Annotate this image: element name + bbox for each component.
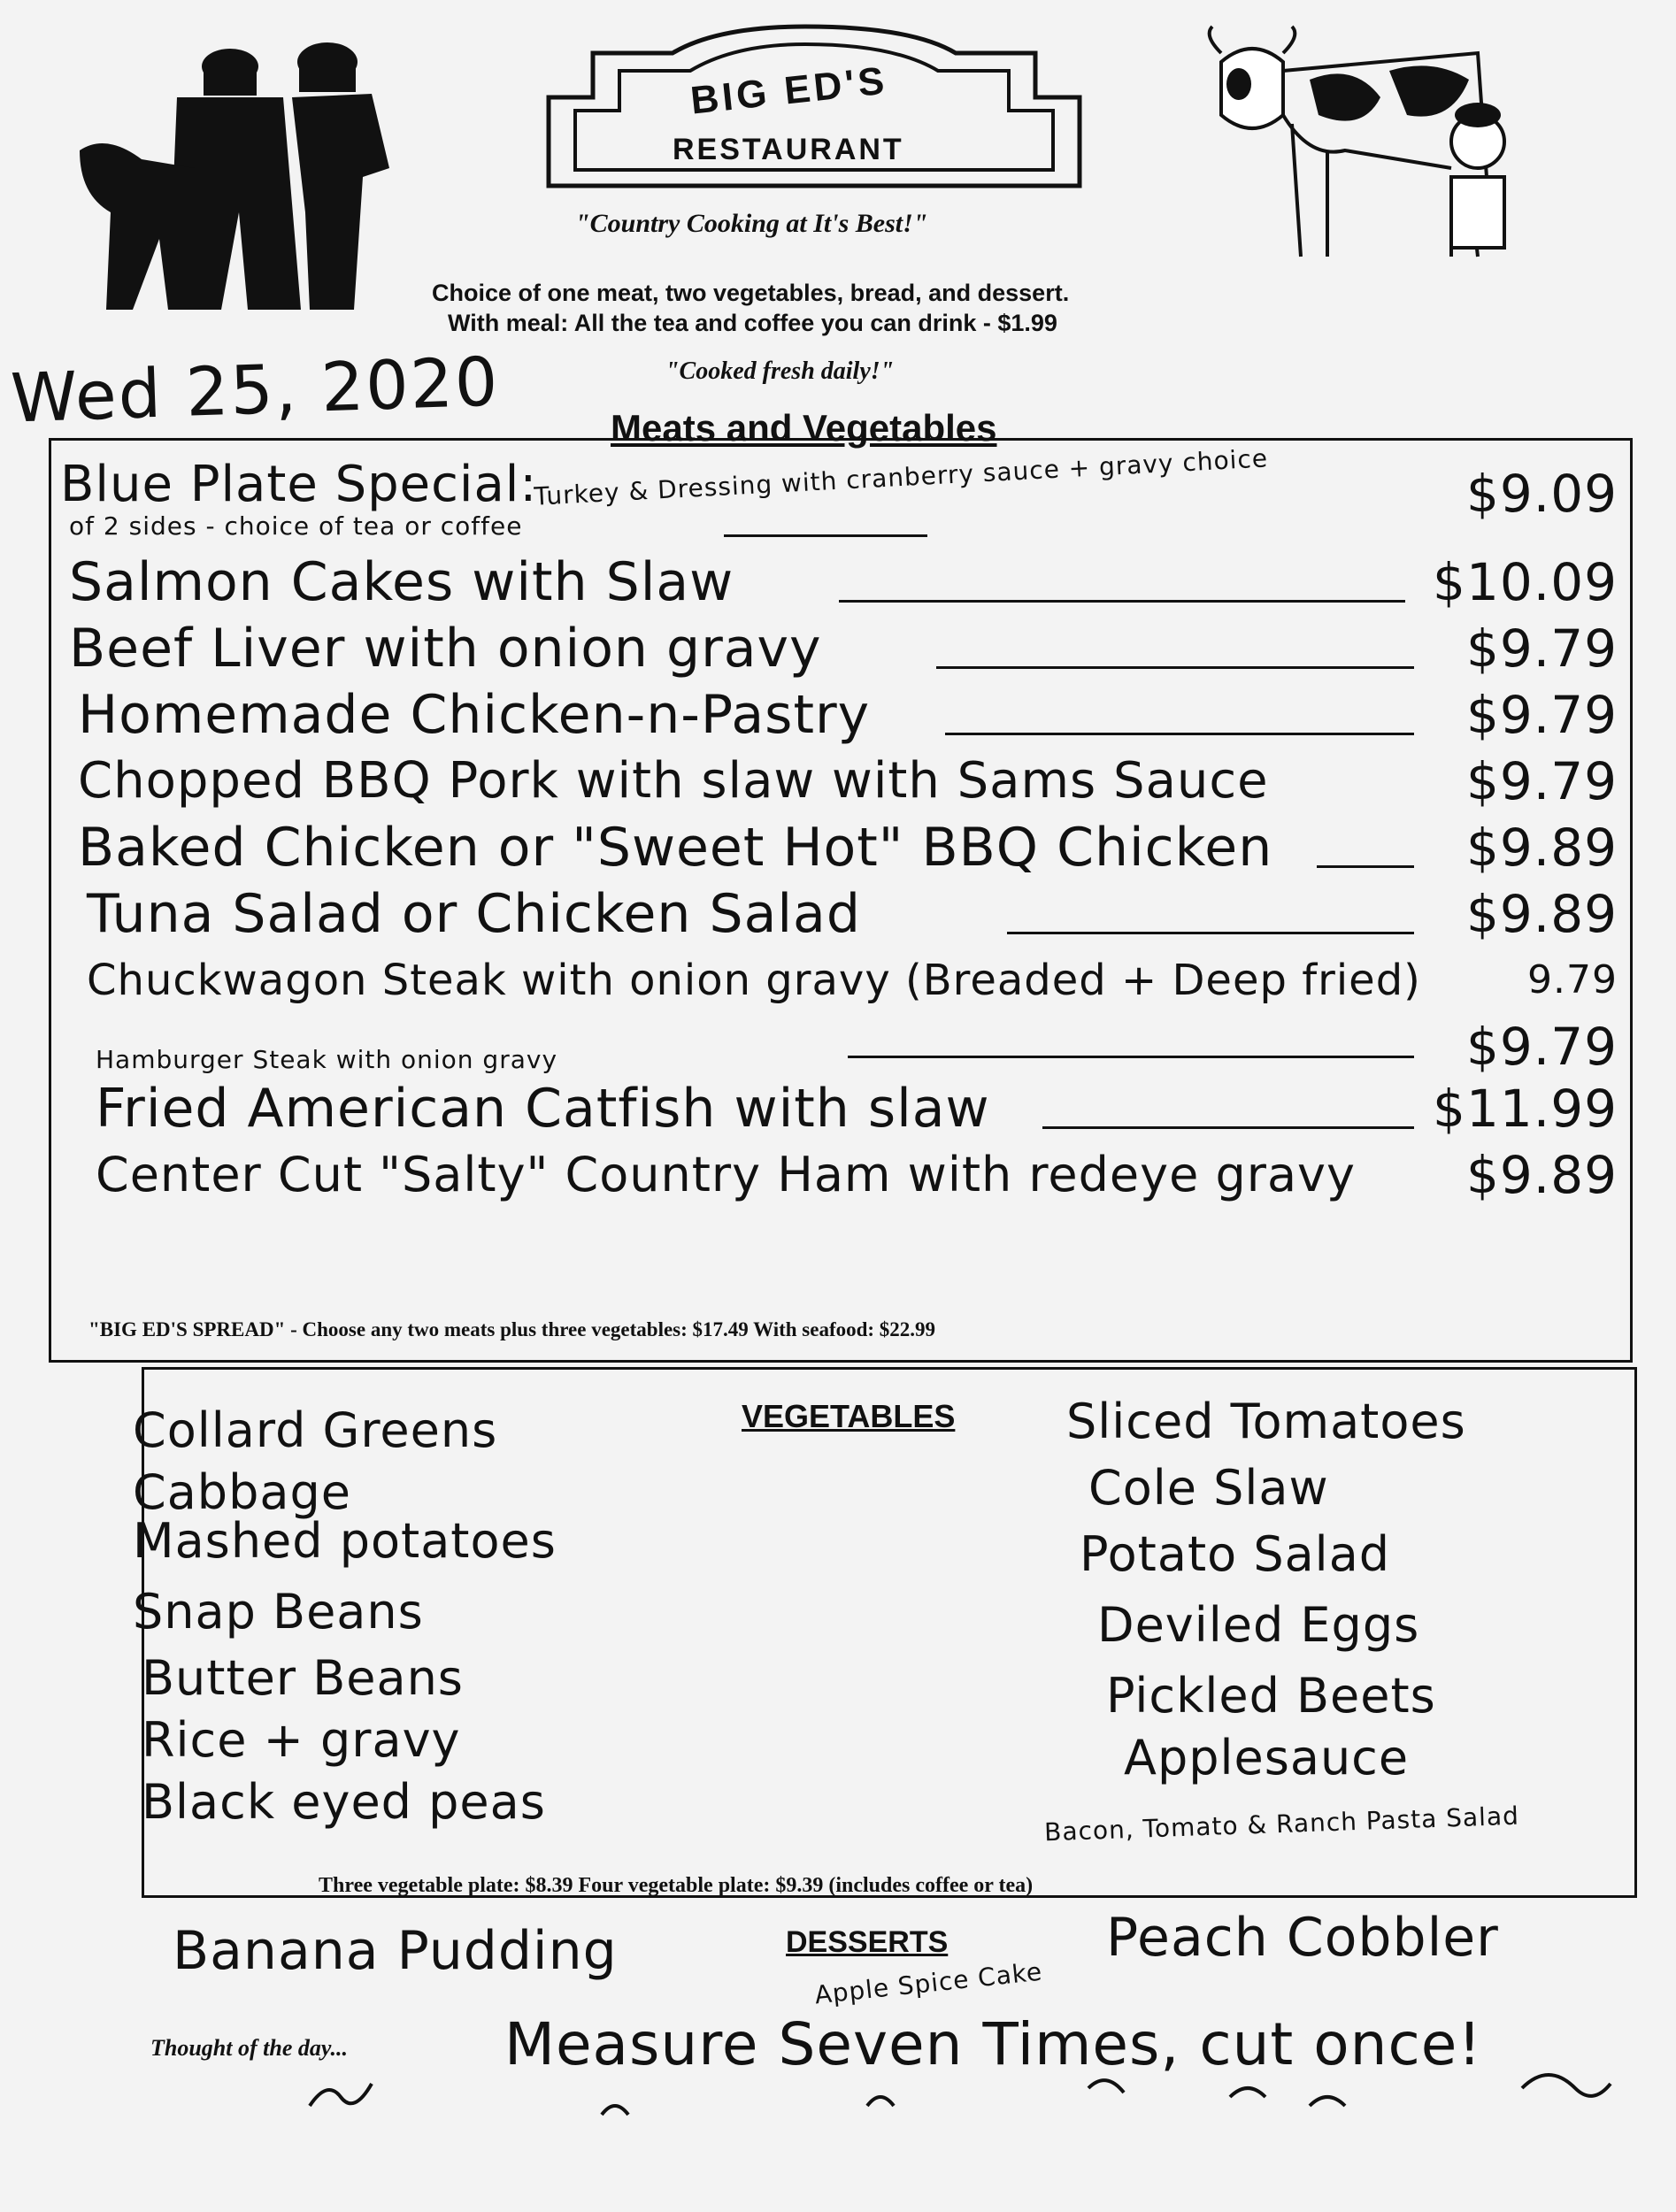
price-leader-line [848, 1056, 1414, 1058]
special-description-line-1: Turkey & Dressing with cranberry sauce + gravy choice [533, 443, 1269, 511]
meat-item [51, 750, 1635, 812]
meat-price: $9.89 [1465, 1145, 1618, 1205]
desserts-title: DESSERTS [786, 1925, 949, 1959]
meat-name: Fried American Catfish with slaw [96, 1078, 990, 1140]
vegetable-item: Cabbage [133, 1464, 351, 1520]
farmers-silhouette-illustration [71, 35, 416, 319]
vegetable-item: Sliced Tomatoes [1066, 1394, 1466, 1449]
meat-item [51, 618, 1635, 680]
tagline: "Country Cooking at It's Best!" [575, 209, 928, 238]
vegetables-title: VEGETABLES [742, 1398, 956, 1434]
meat-name: Homemade Chicken-n-Pastry [78, 684, 871, 746]
meat-price: $9.79 [1465, 618, 1618, 679]
logo-restaurant-name: BIG ED'S [688, 58, 890, 123]
handwritten-date: Wed 25, 2020 [9, 342, 501, 438]
vegetable-item: Rice + gravy [142, 1712, 461, 1768]
vegetable-item: Collard Greens [133, 1402, 498, 1458]
special-row-2 [51, 511, 1635, 547]
meat-name: Center Cut "Salty" Country Ham with redeye gravy [96, 1147, 1356, 1202]
special-price: $9.09 [1465, 464, 1618, 524]
meat-price: $9.79 [1465, 1017, 1618, 1077]
vegetable-extra-item: Bacon, Tomato & Ranch Pasta Salad [1043, 1801, 1520, 1847]
meat-price: $11.99 [1433, 1079, 1618, 1139]
meat-name: Hamburger Steak with onion gravy [96, 1045, 558, 1074]
vegetable-item: Potato Salad [1080, 1526, 1391, 1582]
vegetable-item: Deviled Eggs [1097, 1597, 1420, 1653]
cooked-fresh-note: "Cooked fresh daily!" [665, 357, 895, 385]
meat-item [51, 817, 1635, 879]
dotted-leader [724, 534, 927, 537]
meat-name: Chuckwagon Steak with onion gravy (Breaded + Deep fried) [87, 956, 1421, 1005]
big-eds-spread-note: "BIG ED'S SPREAD" - Choose any two meats plus three vegetables: $17.49 With seafood: $22.99 [88, 1318, 936, 1340]
meat-price: $9.79 [1465, 751, 1618, 811]
cow-and-milkmaid-illustration [1186, 18, 1540, 283]
meat-item [51, 1144, 1635, 1206]
thought-of-the-day-label: Thought of the day... [150, 2035, 348, 2061]
price-leader-line [1042, 1126, 1414, 1129]
meal-intro-line-1: Choice of one meat, two vegetables, bread, and dessert. [432, 280, 1070, 306]
dessert-extra-item: Apple Spice Cake [812, 1956, 1044, 2010]
dessert-item: Banana Pudding [173, 1920, 618, 1982]
vegetable-plate-prices: Three vegetable plate: $8.39 Four vegetable plate: $9.39 (includes coffee or tea) [319, 1874, 1034, 1897]
blue-plate-special [51, 443, 1635, 524]
vegetable-item: Cole Slaw [1088, 1460, 1329, 1516]
vegetable-item: Applesauce [1124, 1730, 1410, 1786]
vegetable-item: Snap Beans [133, 1584, 424, 1640]
price-leader-line [945, 733, 1414, 735]
decorative-squiggles [292, 2053, 1619, 2159]
dessert-item: Peach Cobbler [1106, 1907, 1499, 1969]
logo-restaurant-label: RESTAURANT [673, 133, 904, 166]
price-leader-line [1007, 932, 1414, 934]
section-title: Meats and Vegetables [611, 407, 997, 449]
special-description-line-2: of 2 sides - choice of tea or coffee [69, 511, 523, 541]
special-title: Blue Plate Special: [60, 456, 538, 513]
thought-of-the-day: Measure Seven Times, cut once! [504, 2010, 1482, 2078]
meat-name: Tuna Salad or Chicken Salad [87, 883, 861, 945]
vegetable-item: Mashed potatoes [133, 1513, 557, 1569]
vegetable-item: Butter Beans [142, 1650, 464, 1706]
restaurant-logo [540, 18, 1088, 212]
price-leader-line [839, 600, 1405, 603]
meat-price: $9.89 [1465, 818, 1618, 878]
meats-box [49, 438, 1633, 1363]
meat-item [51, 883, 1635, 945]
meal-intro-line-2: With meal: All the tea and coffee you can drink - $1.99 [448, 310, 1057, 336]
meat-item [51, 551, 1635, 613]
meat-item [51, 1016, 1635, 1078]
vegetable-item: Black eyed peas [142, 1774, 546, 1830]
price-leader-line [936, 666, 1414, 669]
meat-name: Baked Chicken or "Sweet Hot" BBQ Chicken [78, 817, 1273, 879]
vegetable-item: Pickled Beets [1106, 1668, 1436, 1724]
meat-name: Beef Liver with onion gravy [69, 618, 822, 680]
meat-name: Chopped BBQ Pork with slaw with Sams Sauce [78, 752, 1269, 810]
meat-item [51, 684, 1635, 746]
meat-item [51, 1078, 1635, 1140]
meat-name: Salmon Cakes with Slaw [69, 551, 734, 613]
meat-price: $9.89 [1465, 884, 1618, 944]
meat-price: $9.79 [1465, 685, 1618, 745]
meat-price: $10.09 [1433, 552, 1618, 612]
price-leader-line [1317, 865, 1414, 868]
meat-item [51, 949, 1635, 1011]
meat-price: 9.79 [1527, 957, 1618, 1002]
